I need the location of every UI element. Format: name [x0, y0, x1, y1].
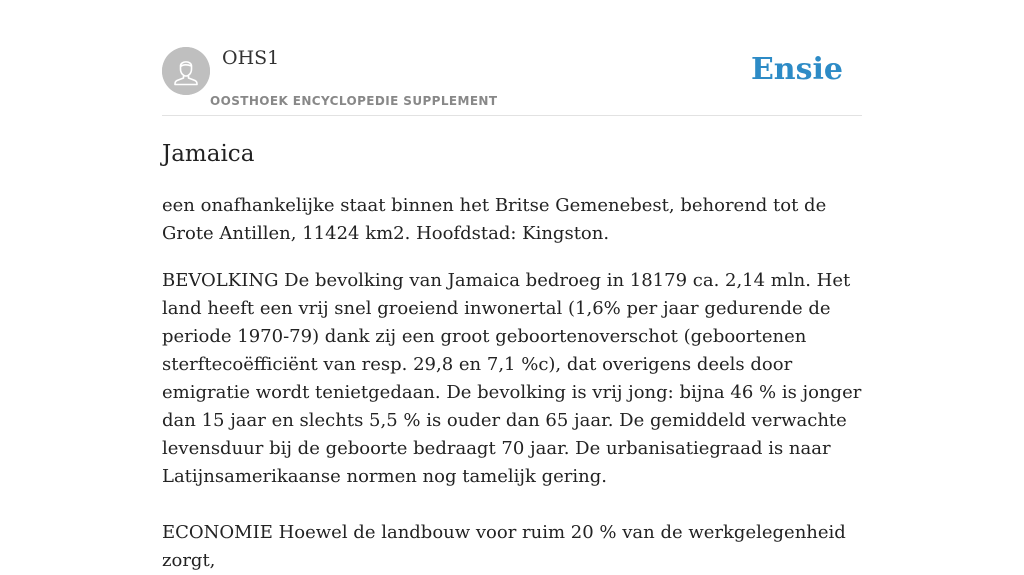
- page-title: Jamaica: [162, 141, 255, 167]
- header-divider: [162, 115, 862, 116]
- paragraph-bevolking: BEVOLKING De bevolking van Jamaica bedroeg in 18179 ca. 2,14 mln. Het land heeft een vrij snel groeiend inwonertal (1,6% per jaar gedurende de periode 1970-79) dank zij een groot geboortenoverschot (geboortenen sterftecoëfficiënt van resp. 29,8 en 7,1 %c), dat overigens deels door emigratie wordt tenietgedaan. De bevolking is vrij jong: bijna 46 % is jonger dan 15 jaar en slechts 5,5 % is ouder dan 65 jaar. De gemiddeld verwachte levensduur bij de geboorte bedraagt 70 jaar. De urbanisatiegraad is naar Latijnsamerikaanse normen nog tamelijk gering.: [162, 270, 862, 487]
- entry-header: [162, 46, 862, 116]
- source-label[interactable]: OOSTHOEK ENCYCLOPEDIE SUPPLEMENT: [210, 94, 498, 108]
- brand-logo[interactable]: Ensie: [750, 52, 843, 87]
- article-body: [162, 138, 862, 575]
- paragraph-economie: ECONOMIE Hoewel de landbouw voor ruim 20 % van de werkgelegenheid zorgt,: [162, 522, 846, 571]
- avatar-graphic: [162, 47, 210, 95]
- paragraph-intro: een onafhankelijke staat binnen het Britse Gemenebest, behorend tot de Grote Antillen, 11424 km2. Hoofdstad: Kingston.: [162, 195, 827, 244]
- user-silhouette-icon[interactable]: [162, 47, 210, 95]
- author-name[interactable]: OHS1: [222, 47, 280, 69]
